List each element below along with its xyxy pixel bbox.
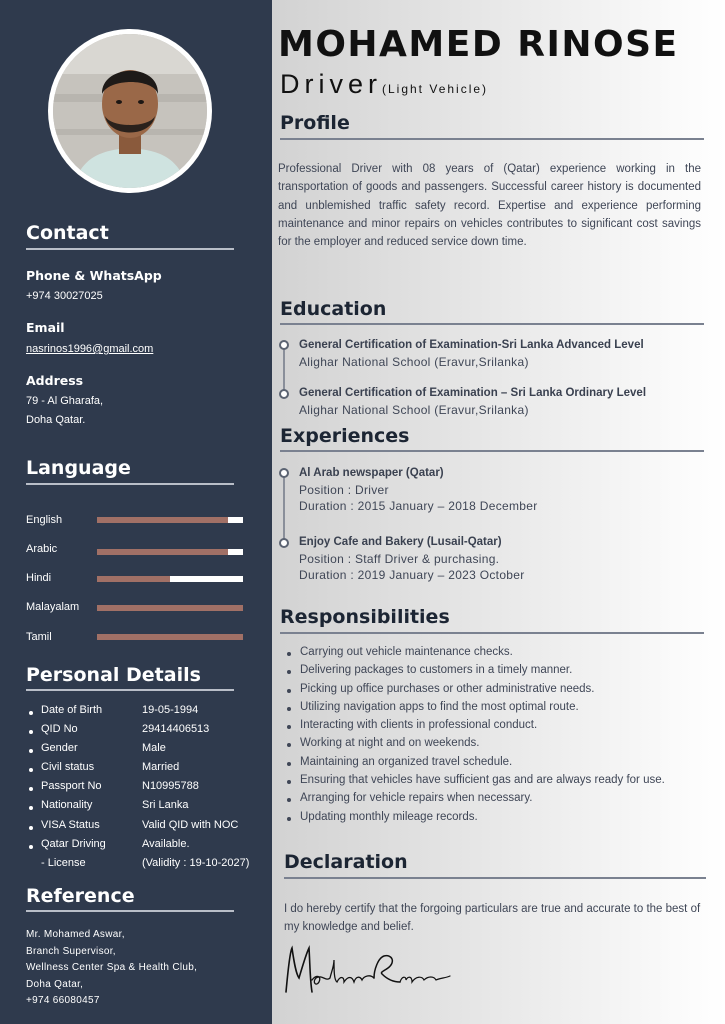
bullet-icon — [29, 826, 33, 830]
language-name: English — [26, 514, 63, 526]
detail-value: 19-05-1994 — [142, 704, 199, 716]
experiences-heading: Experiences — [280, 425, 410, 447]
experience-company: Al Arab newspaper (Qatar) — [299, 467, 444, 479]
list-item: Delivering packages to customers in a timely manner. — [286, 664, 665, 682]
personal-detail-row — [26, 838, 272, 857]
language-level-bar — [97, 605, 243, 611]
detail-value: Sri Lanka — [142, 799, 189, 811]
phone-value: +974 30027025 — [26, 290, 103, 302]
detail-key: Date of Birth — [41, 704, 103, 716]
detail-value: (Validity : 19-10-2027) — [142, 857, 250, 869]
personal-detail-row — [26, 723, 272, 742]
declaration-text: I do hereby certify that the forgoing particulars are true and accurate to the best of my knowledge and belief. — [284, 903, 701, 934]
reference-block — [26, 927, 197, 1010]
personal-detail-row — [26, 761, 272, 780]
personal-detail-row — [26, 780, 272, 799]
profile-heading: Profile — [280, 112, 350, 134]
detail-value: Valid QID with NOC — [142, 819, 239, 831]
job-title-detail: (Light Vehicle) — [382, 82, 489, 96]
education-heading: Education — [280, 298, 387, 320]
responsibilities-list — [286, 646, 665, 829]
timeline-dot-icon — [279, 468, 289, 478]
language-level-fill — [97, 576, 170, 582]
list-item: Interacting with clients in professional conduct. — [286, 719, 665, 737]
address-line-1: 79 - Al Gharafa, — [26, 395, 104, 407]
address-line-2: Doha Qatar. — [26, 414, 86, 426]
responsibilities-heading: Responsibilities — [280, 606, 450, 628]
divider — [280, 138, 704, 140]
personal-detail-row — [26, 704, 272, 723]
list-item: Working at night and on weekends. — [286, 737, 665, 755]
detail-key: Gender — [41, 742, 78, 754]
bullet-icon — [29, 787, 33, 791]
detail-key: Nationality — [41, 799, 93, 811]
language-level-bar — [97, 549, 243, 555]
reference-company: Wellness Center Spa & Health Club, — [26, 962, 198, 973]
experience-duration: Duration : 2019 January – 2023 October — [299, 568, 525, 582]
detail-key: VISA Status — [41, 819, 100, 831]
bullet-icon — [29, 845, 33, 849]
email-label: Email — [26, 320, 65, 335]
experience-position: Position : Staff Driver & purchasing. — [299, 552, 500, 566]
education-title: General Certification of Examination-Sri Lanka Advanced Level — [299, 339, 644, 351]
list-item: Ensuring that vehicles have sufficient gas and are always ready for use. — [286, 774, 665, 792]
detail-value: Married — [142, 761, 180, 773]
language-name: Hindi — [26, 572, 52, 584]
divider — [26, 910, 234, 912]
detail-key: QID No — [41, 723, 78, 735]
detail-key: Civil status — [41, 761, 95, 773]
reference-name: Mr. Mohamed Aswar, — [26, 929, 125, 940]
avatar — [53, 34, 207, 188]
language-level-fill — [97, 517, 228, 523]
portrait-image — [53, 34, 207, 188]
language-heading: Language — [26, 457, 131, 479]
list-item: Maintaining an organized travel schedule. — [286, 756, 665, 774]
language-level-fill — [97, 605, 243, 611]
detail-value: 29414406513 — [142, 723, 210, 735]
job-title — [280, 69, 488, 100]
personal-detail-row — [26, 799, 272, 818]
list-item: Updating monthly mileage records. — [286, 811, 665, 829]
personal-details-heading: Personal Details — [26, 664, 201, 686]
list-item: Picking up office purchases or other administrative needs. — [286, 683, 665, 701]
timeline-dot-icon — [279, 389, 289, 399]
language-level-fill — [97, 549, 228, 555]
reference-title: Branch Supervisor, — [26, 945, 116, 957]
timeline-dot-icon — [279, 538, 289, 548]
bullet-icon — [29, 768, 33, 772]
language-level-bar — [97, 634, 243, 640]
experience-duration: Duration : 2015 January – 2018 December — [299, 499, 538, 513]
profile-summary: Professional Driver with 08 years of (Qatar) experience working in the transportation of goods and passengers. Successful career history is documented and unblemished traffic safety record. Expertise and experience performing maintenance and minor repairs on vehicles contributes to significant cost savings for the employer and reduced service down time. — [278, 163, 701, 249]
personal-detail-row — [26, 857, 272, 876]
timeline-dot-icon — [279, 340, 289, 350]
detail-key: Qatar Driving — [41, 838, 106, 850]
experience-position: Position : Driver — [299, 483, 389, 497]
candidate-name: MOHAMED RINOSE — [278, 24, 679, 65]
timeline-line — [283, 472, 285, 546]
contact-heading: Contact — [26, 222, 109, 244]
experience-company: Enjoy Cafe and Bakery (Lusail-Qatar) — [299, 536, 502, 548]
profile-photo — [48, 29, 212, 193]
email-link[interactable]: nasrinos1996@gmail.com — [26, 343, 154, 355]
divider — [284, 877, 706, 879]
list-item: Arranging for vehicle repairs when necessary. — [286, 792, 665, 810]
language-level-bar — [97, 517, 243, 523]
bullet-icon — [29, 730, 33, 734]
address-label: Address — [26, 373, 84, 388]
detail-key: - License — [41, 857, 86, 869]
education-school: Alighar National School (Eravur,Srilanka) — [299, 403, 529, 417]
list-item: Carrying out vehicle maintenance checks. — [286, 646, 665, 664]
detail-key: Passport No — [41, 780, 102, 792]
signature-image — [282, 940, 452, 998]
bullet-icon — [29, 711, 33, 715]
language-level-fill — [97, 634, 243, 640]
bullet-icon — [29, 806, 33, 810]
education-school: Alighar National School (Eravur,Srilanka) — [299, 355, 529, 369]
divider — [280, 323, 704, 325]
language-name: Arabic — [26, 543, 58, 555]
personal-detail-row — [26, 742, 272, 761]
reference-location: Doha Qatar, — [26, 978, 84, 990]
sidebar — [0, 0, 272, 1024]
divider — [26, 483, 234, 485]
education-title: General Certification of Examination – Sri Lanka Ordinary Level — [299, 387, 647, 399]
job-title-main: Driver — [280, 69, 382, 99]
detail-value: Male — [142, 742, 166, 754]
reference-heading: Reference — [26, 885, 135, 907]
divider — [280, 450, 704, 452]
language-name: Malayalam — [26, 601, 80, 613]
language-name: Tamil — [26, 631, 52, 643]
reference-phone: +974 66080457 — [26, 995, 100, 1006]
divider — [280, 632, 704, 634]
language-level-bar — [97, 576, 243, 582]
divider — [26, 689, 234, 691]
phone-label: Phone & WhatsApp — [26, 268, 162, 283]
divider — [26, 248, 234, 250]
detail-value: N10995788 — [142, 780, 199, 792]
detail-value: Available. — [142, 838, 190, 850]
list-item: Utilizing navigation apps to find the most optimal route. — [286, 701, 665, 719]
declaration-heading: Declaration — [284, 851, 408, 873]
personal-detail-row — [26, 819, 272, 838]
bullet-icon — [29, 749, 33, 753]
